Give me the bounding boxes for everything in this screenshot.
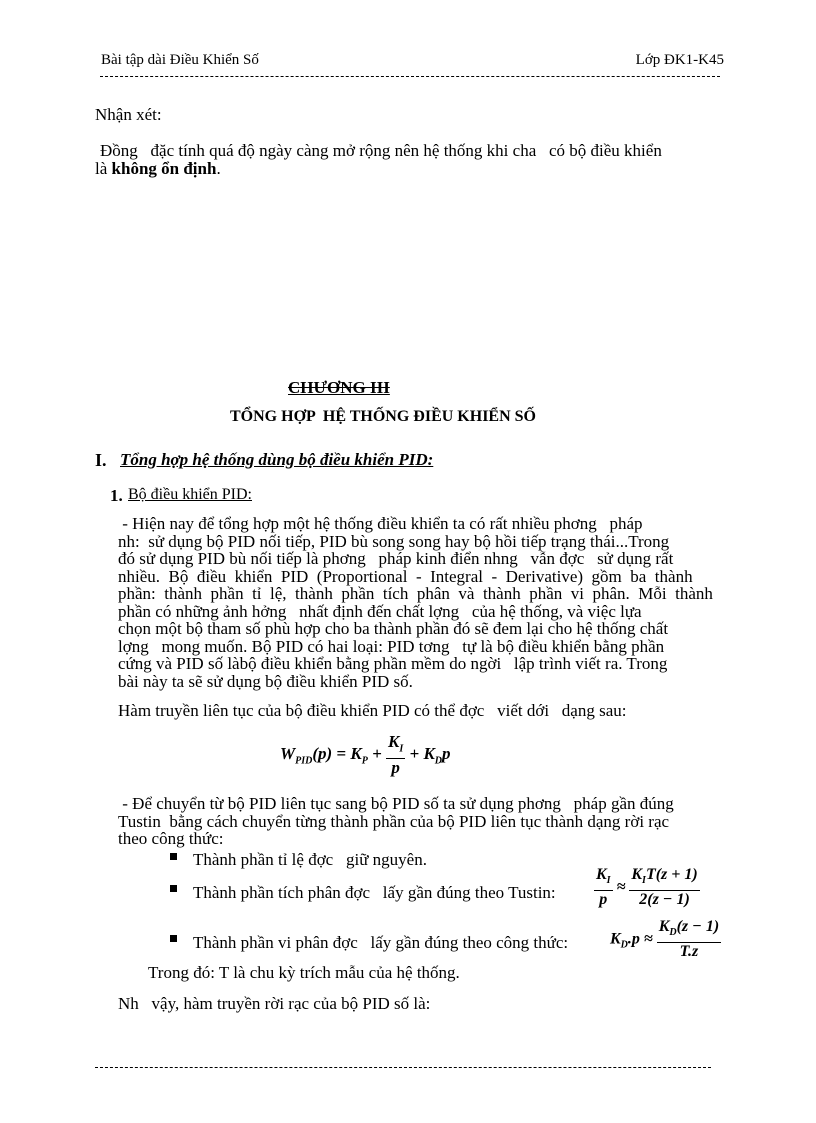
subsection-title: Bộ điều khiển PID:	[128, 486, 252, 503]
paragraph-line: phần: thành phần tỉ lệ, thành phần tích phân và thành phần vi phân. Mỗi thành	[118, 584, 713, 603]
paragraph-line: lợng mong muốn. Bộ PID có hai loại: PID tơng tự là bộ điều khiển bằng phần	[118, 636, 665, 656]
remark-prefix: là	[95, 159, 112, 178]
paragraph-line: - Để chuyển từ bộ PID liên tục sang bộ PID số ta sử dụng phơng pháp gần đúng	[118, 794, 674, 813]
integral-tustin-formula: $\frac{K_I}{p}$ ≈ $\frac{K_IT(z + 1)}{2(z - 1)}$	[596, 866, 698, 909]
paragraph-line: cứng và PID số làbộ điều khiển bằng phần mềm do ngời lập trình viết ra. Trong	[118, 654, 668, 673]
paragraph-line: Tustin bằng cách chuyển từng thành phần của bộ PID liên tục thành dạng rời rạc	[118, 811, 670, 831]
paragraph-line: nh: sử dụng bộ PID nối tiếp, PID bù song song hay bộ hồi tiếp trạng thái...Trong	[118, 531, 670, 551]
remark-label: Nhận xét:	[95, 105, 162, 124]
bullet-derivative: Thành phần vi phân đợc lấy gần đúng theo công thức:	[193, 933, 569, 952]
bullet-marker	[170, 853, 177, 860]
transfer-function-intro: Hàm truyền liên tục của bộ điều khiển PID có thể đợc viết dới dạng sau:	[118, 701, 627, 720]
header-divider	[100, 76, 720, 77]
bullet-marker	[170, 935, 177, 942]
remark-line-2	[95, 160, 221, 178]
header-left: Bài tập dài Điều Khiển Số	[101, 52, 259, 68]
chapter-title: CHƯƠNG III	[288, 378, 390, 397]
paragraph-line: đó sử dụng PID bù nối tiếp là phơng pháp kinh điển nhng vẫn đợc sử dụng rất	[118, 549, 674, 568]
bullet-marker	[170, 885, 177, 892]
sampling-period-note: Trong đó: T là chu kỳ trích mẫu của hệ thống.	[148, 963, 460, 982]
bullet-proportional: Thành phần tỉ lệ đợc giữ nguyên.	[193, 850, 427, 869]
section-title: Tổng hợp hệ thống dùng bộ điều khiển PID:	[120, 450, 434, 469]
paragraph-intro	[118, 515, 730, 690]
pid-continuous-formula: $W_{PID}(p) = K_P$ + $\frac{K_I}{p}$ + $K_Dp$	[280, 732, 451, 778]
remark-emphasis: không ổn định	[111, 159, 217, 178]
remark-line-1: Đồng đặc tính quá độ ngày càng mở rộng nên hệ thống khi cha có bộ điều khiển	[100, 141, 662, 160]
paragraph-line: bài này ta sẽ sử dụng bộ điều khiển PID số.	[118, 671, 413, 691]
section-number: I.	[95, 450, 107, 470]
footer-divider	[95, 1067, 711, 1068]
derivative-formula: $K_D.p$ ≈ $\frac{K_D(z - 1)}{T.z}$	[610, 918, 720, 961]
paragraph-line: theo công thức:	[118, 829, 224, 848]
discrete-transfer-intro: Nh vậy, hàm truyền rời rạc của bộ PID số là:	[118, 994, 431, 1013]
ki-over-p-fraction: $\frac{K_I}{p}$	[388, 732, 404, 778]
paragraph-line: nhiều. Bộ điều khiển PID (Proportional - Integral - Derivative) gồm ba thành	[118, 566, 693, 586]
paragraph-line: - Hiện nay để tổng hợp một hệ thống điều khiển ta có rất nhiều phơng pháp	[118, 514, 643, 533]
remark-suffix: .	[216, 159, 221, 178]
header-right: Lớp ĐK1-K45	[635, 52, 724, 68]
tustin-paragraph	[118, 795, 730, 848]
chapter-subtitle: TỔNG HỢP HỆ THỐNG ĐIỀU KHIỂN SỐ	[230, 408, 536, 425]
subsection-number: 1.	[110, 486, 123, 505]
bullet-integral: Thành phần tích phân đợc lấy gần đúng theo Tustin:	[193, 883, 556, 902]
paragraph-line: phần có những ảnh hởng nhất định đến chất lợng của hệ thống, và việc lựa	[118, 601, 642, 621]
paragraph-line: chọn một bộ tham số phù hợp cho ba thành phần đó sẽ đem lại cho hệ thống chất	[118, 619, 669, 638]
